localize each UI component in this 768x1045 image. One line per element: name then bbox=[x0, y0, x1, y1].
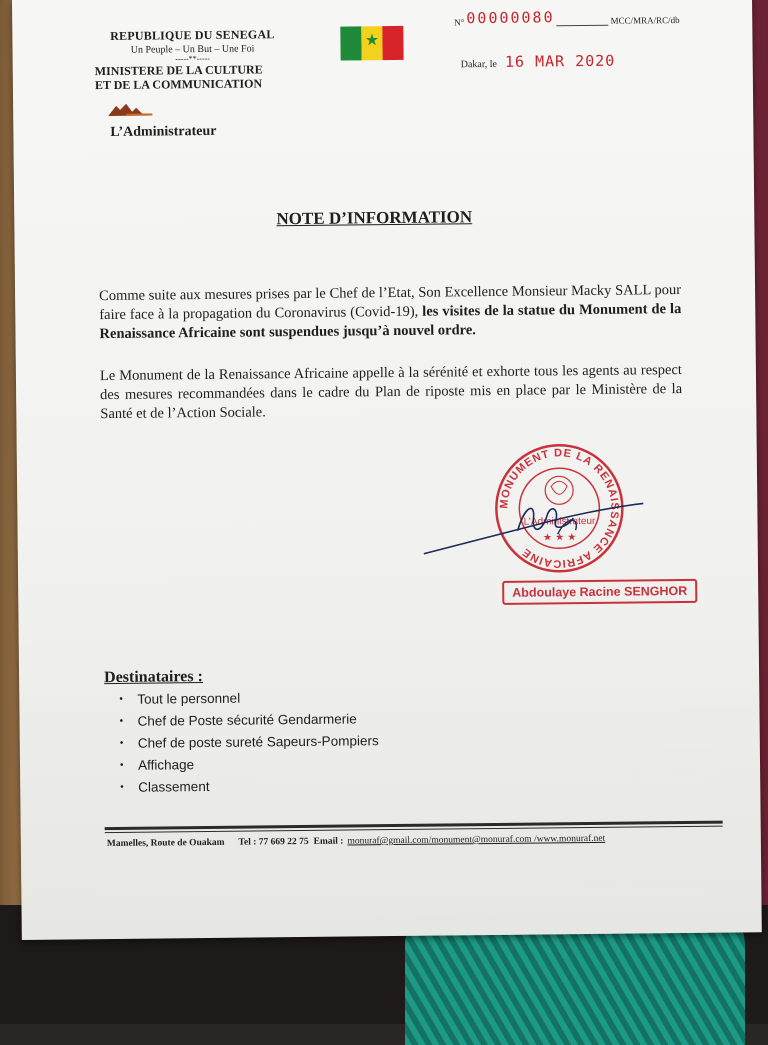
date-stamp: 16 MAR 2020 bbox=[504, 51, 616, 71]
paragraph-2: Le Monument de la Renaissance Africaine appelle à la sérénité et exhorte tous les agents au respect des mesures recommandées dans le cadre du Plan de riposte mis en place par le Ministère de la Santé et de l’Action Sociale. bbox=[99, 362, 683, 423]
paragraph-1-bold-text: les visites de la statue du Monument de la Renaissance Africaine sont suspendues jusqu’à nouvel ordre. bbox=[99, 301, 682, 343]
ministry-name-line1: MINISTERE DE LA CULTURE bbox=[94, 62, 263, 79]
reference-prefix: N° bbox=[454, 17, 465, 28]
footer-address: Mamelles, Route de Ouakam bbox=[106, 837, 225, 850]
reference-stamp-number: 00000080 bbox=[466, 8, 555, 28]
recipients-title: Destinataires : bbox=[104, 668, 203, 687]
bullet-icon: • bbox=[119, 759, 124, 771]
bullet-icon: • bbox=[119, 737, 124, 749]
bullet-icon: • bbox=[119, 715, 124, 727]
flag-stripe-red bbox=[382, 26, 403, 60]
ministry-name-line2: ET DE LA COMMUNICATION bbox=[94, 76, 263, 93]
senegal-flag-icon bbox=[340, 26, 403, 61]
dateline bbox=[461, 52, 616, 72]
list-item: • Tout le personnel bbox=[119, 686, 378, 711]
reference-underline bbox=[557, 25, 609, 27]
national-motto: Un Peuple – Un But – Une Foi bbox=[130, 43, 255, 56]
seal-inner-text: L’Administrateur bbox=[523, 515, 596, 528]
recipients-list bbox=[119, 686, 379, 799]
list-item: • Classement bbox=[120, 774, 379, 799]
date-place: Dakar, le bbox=[460, 58, 498, 71]
footer-email-label: Email : bbox=[313, 836, 344, 847]
administrator-title: L’Administrateur bbox=[110, 123, 217, 140]
list-item: • Affichage bbox=[120, 752, 379, 777]
footer-email-links[interactable]: monuraf@gmail.com/monument@monuraf.com /www.monuraf.net bbox=[347, 833, 606, 847]
signatory-name-stamp: Abdoulaye Racine SENGHOR bbox=[502, 579, 697, 605]
footer-tel: Tel : 77 669 22 75 bbox=[238, 836, 309, 848]
bullet-icon: • bbox=[119, 693, 123, 705]
document-title: NOTE D’INFORMATION bbox=[276, 207, 473, 229]
footer bbox=[107, 833, 727, 849]
flag-star-icon: ★ bbox=[364, 32, 380, 50]
motto-stars: -----**----- bbox=[175, 53, 210, 64]
list-item: • Chef de Poste sécurité Gendarmerie bbox=[119, 708, 378, 733]
list-item: • Chef de poste sureté Sapeurs-Pompiers bbox=[120, 730, 379, 755]
reference-number bbox=[454, 7, 680, 27]
seal-ring-text: MONUMENT DE LA RENAISSANCE AFRICAINE bbox=[498, 447, 621, 570]
handwritten-signature bbox=[417, 473, 648, 565]
letterhead-left bbox=[92, 27, 293, 92]
svg-text:★ ★ ★: ★ ★ ★ bbox=[542, 532, 577, 544]
republic-name: REPUBLIQUE DU SENEGAL bbox=[110, 27, 275, 43]
bullet-icon: • bbox=[120, 781, 124, 793]
paragraph-1 bbox=[99, 281, 682, 344]
letter-page bbox=[12, 0, 762, 940]
paragraph-1-text: Comme suite aux mesures prises par le Chef de l’Etat, Son Excellence Monsieur Macky SALL pour faire face à la propagation du Coronavirus (Covid-19), bbox=[99, 282, 682, 324]
flag-stripe-yellow bbox=[361, 26, 382, 60]
monument-logo-icon bbox=[106, 102, 154, 119]
flag-stripe-green bbox=[340, 26, 361, 60]
reference-suffix: MCC/MRA/RC/db bbox=[610, 15, 680, 26]
